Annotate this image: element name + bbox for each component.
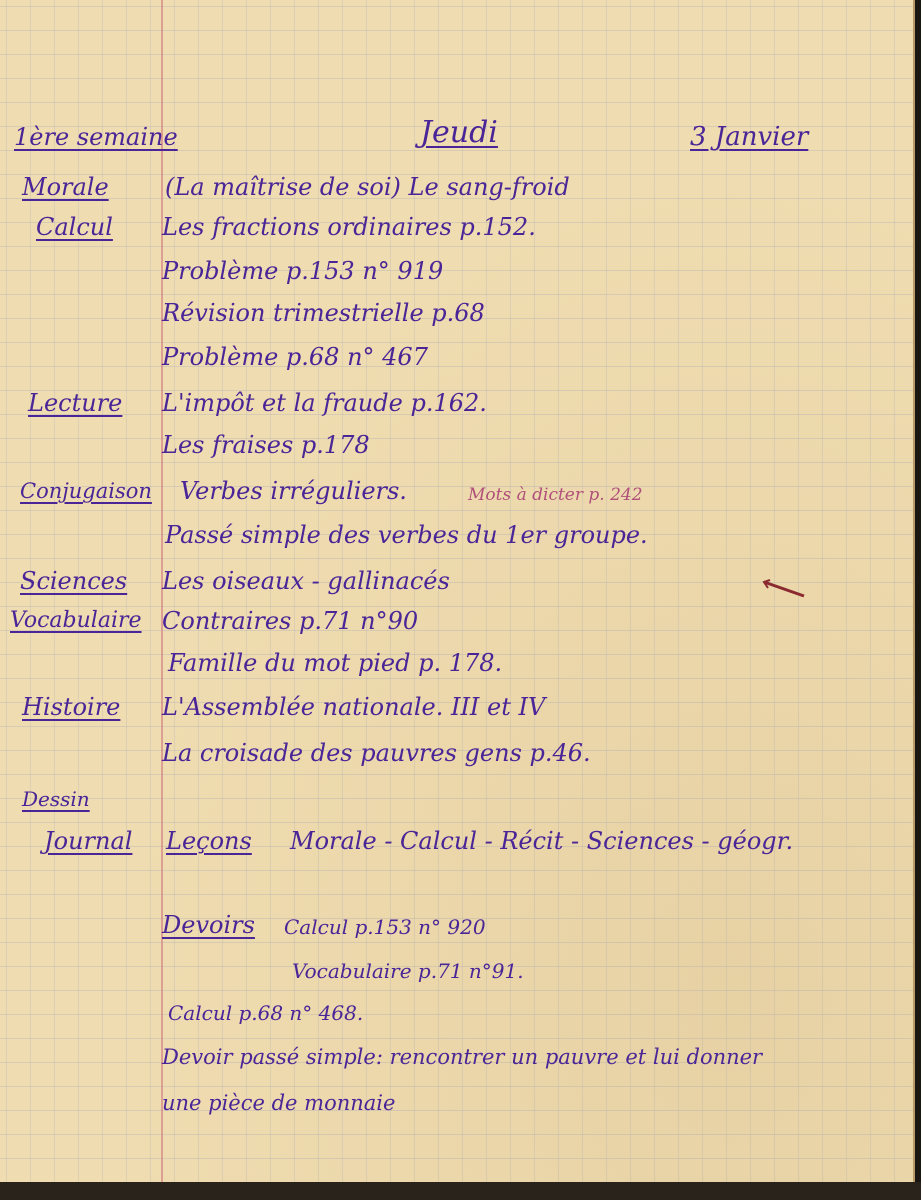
subject-calcul: Calcul	[36, 213, 113, 241]
subject-lecture: Lecture	[28, 389, 123, 417]
day-title: Jeudi	[420, 115, 498, 150]
subject-journal: Journal	[44, 827, 133, 855]
vocabulaire-line-2: Famille du mot pied p. 178.	[168, 649, 503, 677]
devoirs-text: Calcul p.153 n° 920	[284, 915, 486, 939]
calcul-line-4: Problème p.68 n° 467	[162, 343, 428, 371]
calcul-line-3: Révision trimestrielle p.68	[162, 299, 485, 327]
lecons-text: Morale - Calcul - Récit - Sciences - géogr.	[290, 827, 794, 855]
subject-conjugaison: Conjugaison	[20, 479, 152, 503]
morale-text: (La maîtrise de soi) Le sang-froid	[165, 173, 570, 201]
devoirs-line-2: Vocabulaire p.71 n°91.	[292, 959, 524, 983]
lecons-label: Leçons	[166, 827, 252, 855]
conjugaison-line-2: Passé simple des verbes du 1er groupe.	[165, 521, 648, 549]
conjugaison-text: Verbes irréguliers.	[180, 477, 407, 505]
calcul-text: Les fractions ordinaires p.152.	[162, 213, 536, 241]
page-bottom-edge	[0, 1182, 921, 1200]
histoire-line-2: La croisade des pauvres gens p.46.	[162, 739, 591, 767]
vocabulaire-text: Contraires p.71 n°90	[162, 607, 419, 635]
devoirs-label: Devoirs	[162, 911, 255, 939]
subject-morale: Morale	[22, 173, 109, 201]
subject-sciences: Sciences	[20, 567, 128, 595]
sciences-text: Les oiseaux - gallinacés	[162, 567, 450, 595]
devoirs-line-3: Calcul p.68 n° 468.	[168, 1001, 364, 1025]
devoirs-line-5: une pièce de monnaie	[162, 1091, 396, 1115]
calcul-line-2: Problème p.153 n° 919	[162, 257, 444, 285]
red-ink-mark	[760, 578, 810, 602]
subject-histoire: Histoire	[22, 693, 121, 721]
devoirs-line-4: Devoir passé simple: rencontrer un pauvre et lui donner	[162, 1045, 763, 1069]
histoire-text: L'Assemblée nationale. III et IV	[162, 693, 546, 721]
week-label: 1ère semaine	[14, 123, 178, 151]
lecture-line-2: Les fraises p.178	[162, 431, 370, 459]
subject-dessin: Dessin	[22, 787, 90, 811]
subject-vocabulaire: Vocabulaire	[10, 608, 142, 633]
conjugaison-note: Mots à dicter p. 242	[468, 485, 643, 505]
date-label: 3 Janvier	[690, 122, 809, 152]
lecture-text: L'impôt et la fraude p.162.	[162, 389, 487, 417]
